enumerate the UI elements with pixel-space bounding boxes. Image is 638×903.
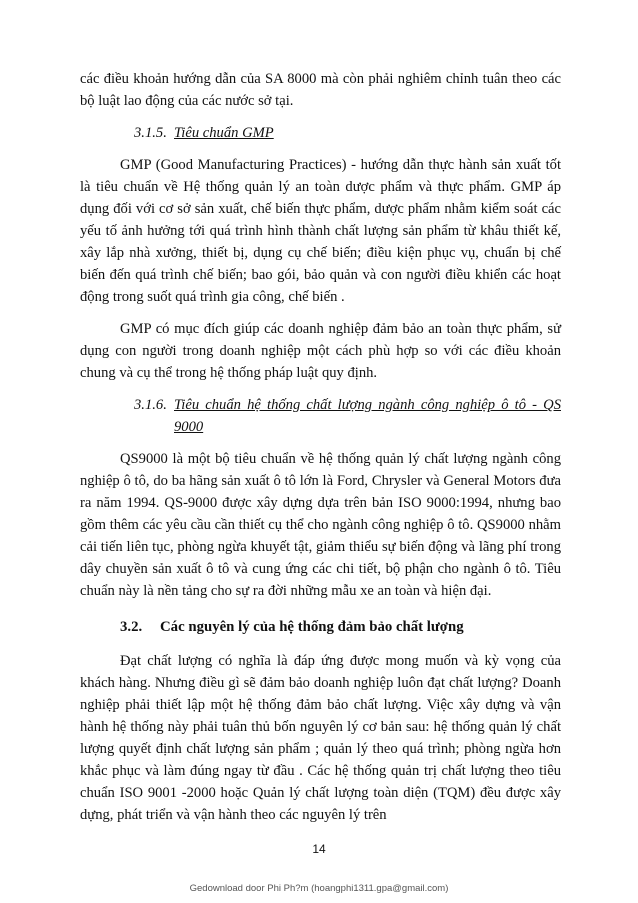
download-footer: Gedownload door Phi Ph?m (hoangphi1311.gpa@gmail.com) [189,883,449,894]
paragraph-gmp-purpose: GMP có mục đích giúp các doanh nghiệp đảm bảo an toàn thực phẩm, sử dụng con người trong doanh nghiệp một cách phù hợp so với các điều khoản chung và cụ thể trong hệ thống pháp luật quy định. [80,321,561,381]
paragraph-gmp-definition: GMP (Good Manufacturing Practices) - hướng dẫn thực hành sản xuất tốt là tiêu chuẩn về Hệ thống quản lý an toàn dược phẩm và thực phẩm. GMP áp dụng đối với cơ sở sản xuất, chế biến thực phẩm, dược phẩm nhằm kiểm soát các yếu tố ảnh hưởng tới quá trình hình thành chất lượng sản phẩm từ khâu thiết kế, xây lắp nhà xưởng, thiết bị, dụng cụ chế biến; điều kiện phục vụ, chuẩn bị chế biến đến quá trình chế biến; bao gói, bảo quản và con người điều khiển các hoạt động trong suốt quá trình gia công, chế biến . [80,157,561,305]
section-number: 3.1.5. [134,125,167,141]
section-title: Tiêu chuẩn hệ thống chất lượng ngành công nghiệp ô tô - QS 9000 [174,397,561,435]
section-number: 3.1.6. [134,397,167,413]
paragraph-principles: Đạt chất lượng có nghĩa là đáp ứng được mong muốn và kỳ vọng của khách hàng. Nhưng điều gì sẽ đảm bảo doanh nghiệp luôn đạt chất lượng? Doanh nghiệp phải thiết lập một hệ thống đảm bảo chất lượng. Việc xây dựng và vận hành hệ thống này phải tuân thủ bốn nguyên lý cơ bản sau: hệ thống quản lý chất lượng quyết định chất lượng sản phẩm ; quản lý theo quá trình; phòng ngừa hơn khắc phục và làm đúng ngay từ đầu . Các hệ thống quản trị chất lượng theo tiêu chuẩn ISO 9001 -2000 hoặc Quản lý chất lượng toàn diện (TQM) đều được xây dựng, phát triển và vận hành theo các nguyên lý trên [80,653,561,823]
document-page [80,68,561,826]
paragraph-sa8000-continued: các điều khoản hướng dẫn của SA 8000 mà còn phải nghiêm chỉnh tuân theo các bộ luật lao động của các nước sở tại. [80,71,561,109]
section-3-2-heading [120,616,561,638]
section-3-1-6-heading [134,394,561,438]
section-number: 3.2. [120,619,143,635]
section-3-1-5-heading [134,122,561,144]
page-number: 14 [312,842,326,856]
section-title: Tiêu chuẩn GMP [174,125,274,141]
paragraph-qs9000: QS9000 là một bộ tiêu chuẩn về hệ thống quản lý chất lượng ngành công nghiệp ô tô, do ba hãng sản xuất ô tô lớn là Ford, Chrysler và General Motors đưa ra năm 1994. QS-9000 được xây dựng dựa trên bản ISO 9000:1994, nhưng bao gồm thêm các yêu cầu cần thiết cụ thể cho ngành công nghiệp ô tô. QS9000 nhằm cải tiến liên tục, phòng ngừa khuyết tật, giảm thiểu sự biến động và lãng phí trong dây chuyền sản xuất ô tô và cung ứng các chi tiết, bộ phận cho ngành ô tô. Tiêu chuẩn này là nền tảng cho sự ra đời những mẫu xe an toàn và hiện đại. [80,451,561,599]
section-title: Các nguyên lý của hệ thống đảm bảo chất lượng [160,619,464,635]
